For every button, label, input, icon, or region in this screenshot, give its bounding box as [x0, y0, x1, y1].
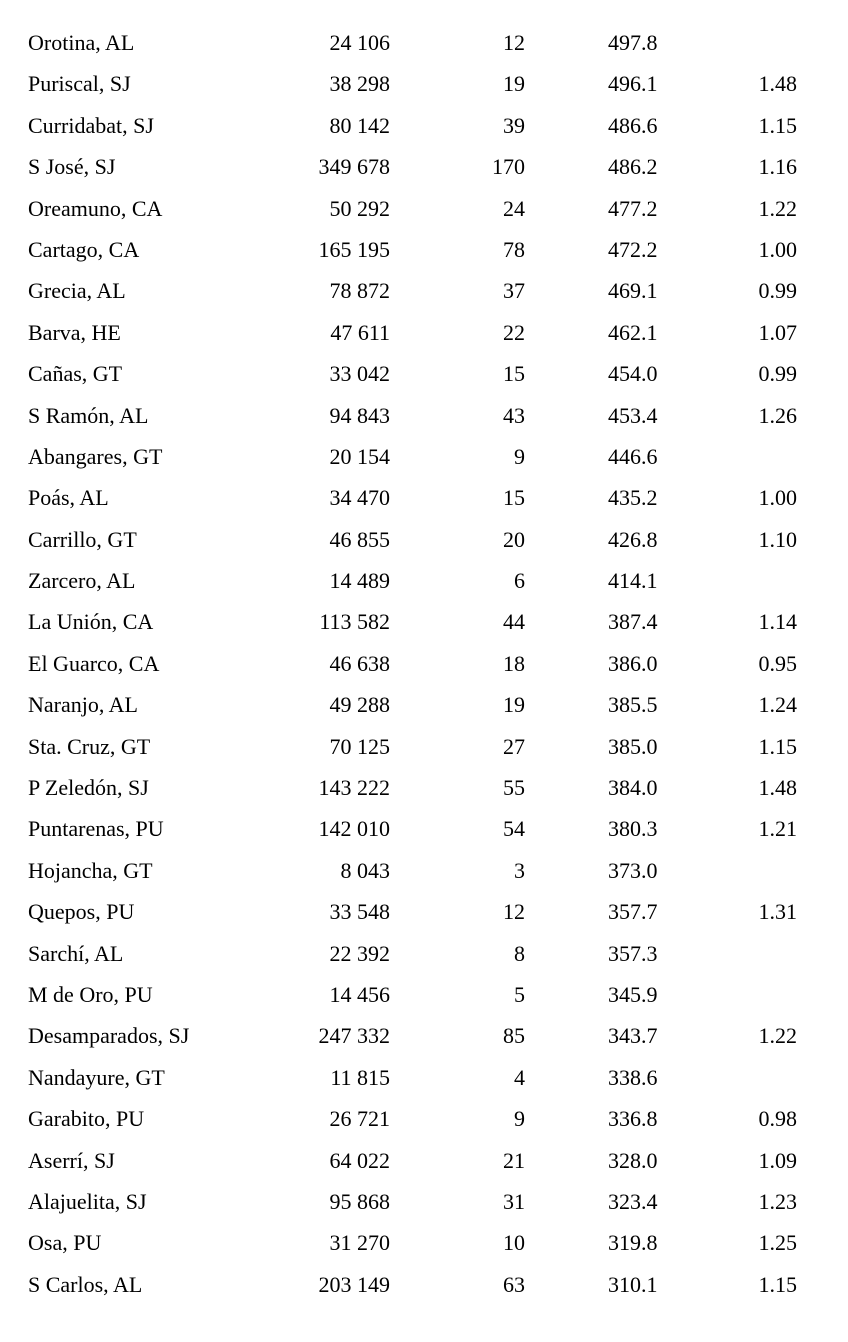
table-row	[0, 974, 848, 1015]
rate-value: 319.8	[608, 1230, 658, 1256]
ratio-value: 1.24	[758, 692, 797, 718]
ratio-value: 1.22	[758, 1023, 797, 1049]
population-value: 47 611	[330, 319, 390, 345]
cases-value: 9	[514, 443, 525, 469]
rate-value: 343.7	[608, 1023, 658, 1049]
rate-value: 323.4	[608, 1188, 658, 1214]
table-row	[0, 1098, 848, 1139]
cases-value: 9	[514, 1106, 525, 1132]
canton-name: Puntarenas, PU	[28, 816, 164, 842]
canton-name: Puriscal, SJ	[28, 71, 131, 97]
table-row	[0, 477, 848, 518]
table-row	[0, 808, 848, 849]
table-row	[0, 767, 848, 808]
ratio-value: 1.26	[758, 402, 797, 428]
table-row	[0, 684, 848, 725]
population-value: 203 149	[318, 1271, 390, 1297]
cases-value: 54	[503, 816, 525, 842]
population-value: 64 022	[329, 1147, 390, 1173]
cases-value: 19	[503, 71, 525, 97]
table-row	[0, 1264, 848, 1305]
cases-value: 6	[514, 568, 525, 594]
table-row	[0, 146, 848, 187]
population-value: 94 843	[329, 402, 390, 428]
canton-name: Zarcero, AL	[28, 568, 136, 594]
rate-value: 387.4	[608, 609, 658, 635]
cases-value: 55	[503, 775, 525, 801]
rate-value: 384.0	[608, 775, 658, 801]
canton-name: Curridabat, SJ	[28, 112, 154, 138]
cases-value: 4	[514, 1064, 525, 1090]
table-row	[0, 519, 848, 560]
cases-value: 85	[503, 1023, 525, 1049]
population-value: 247 332	[318, 1023, 390, 1049]
ratio-value: 1.22	[758, 195, 797, 221]
population-value: 26 721	[329, 1106, 390, 1132]
canton-name: Cartago, CA	[28, 236, 140, 262]
population-value: 14 489	[329, 568, 390, 594]
ratio-value: 1.14	[758, 609, 797, 635]
cases-value: 22	[503, 319, 525, 345]
table-row	[0, 436, 848, 477]
cases-value: 78	[503, 236, 525, 262]
cases-value: 18	[503, 650, 525, 676]
table-row	[0, 229, 848, 270]
canton-name: Desamparados, SJ	[28, 1023, 190, 1049]
canton-name: P Zeledón, SJ	[28, 775, 149, 801]
canton-name: Carrillo, GT	[28, 526, 137, 552]
ratio-value: 1.16	[758, 154, 797, 180]
rate-value: 345.9	[608, 981, 658, 1007]
population-value: 50 292	[329, 195, 390, 221]
canton-name: Garabito, PU	[28, 1106, 145, 1132]
rate-value: 446.6	[608, 443, 658, 469]
canton-name: Cañas, GT	[28, 361, 123, 387]
table-row	[0, 601, 848, 642]
rate-value: 453.4	[608, 402, 658, 428]
ratio-value: 1.09	[758, 1147, 797, 1173]
canton-name: S José, SJ	[28, 154, 116, 180]
cases-value: 24	[503, 195, 525, 221]
canton-name: La Unión, CA	[28, 609, 154, 635]
ratio-value: 1.23	[758, 1188, 797, 1214]
ratio-value: 1.15	[758, 1271, 797, 1297]
ratio-value: 0.99	[758, 278, 797, 304]
population-value: 165 195	[318, 236, 390, 262]
population-value: 70 125	[329, 733, 390, 759]
rate-value: 496.1	[608, 71, 658, 97]
population-value: 46 638	[329, 650, 390, 676]
ratio-value: 1.25	[758, 1230, 797, 1256]
ratio-value: 0.98	[758, 1106, 797, 1132]
rate-value: 462.1	[608, 319, 658, 345]
rate-value: 454.0	[608, 361, 658, 387]
table-row	[0, 1222, 848, 1263]
canton-name: Grecia, AL	[28, 278, 126, 304]
cases-value: 15	[503, 485, 525, 511]
canton-name: S Ramón, AL	[28, 402, 149, 428]
table-row	[0, 312, 848, 353]
ratio-value: 1.31	[758, 899, 797, 925]
rate-value: 338.6	[608, 1064, 658, 1090]
canton-name: Poás, AL	[28, 485, 109, 511]
canton-name: Naranjo, AL	[28, 692, 138, 718]
table-row	[0, 1057, 848, 1098]
cases-value: 20	[503, 526, 525, 552]
cases-value: 44	[503, 609, 525, 635]
rate-value: 386.0	[608, 650, 658, 676]
table-row	[0, 1015, 848, 1056]
rate-value: 486.2	[608, 154, 658, 180]
rate-value: 380.3	[608, 816, 658, 842]
ratio-value: 1.15	[758, 733, 797, 759]
ratio-value: 1.10	[758, 526, 797, 552]
rate-value: 336.8	[608, 1106, 658, 1132]
population-value: 22 392	[329, 940, 390, 966]
population-value: 24 106	[329, 30, 390, 55]
rate-value: 414.1	[608, 568, 658, 594]
rate-value: 373.0	[608, 857, 658, 883]
cases-value: 43	[503, 402, 525, 428]
canton-name: Abangares, GT	[28, 443, 163, 469]
population-value: 33 548	[329, 899, 390, 925]
cases-value: 37	[503, 278, 525, 304]
cases-value: 12	[503, 30, 525, 55]
population-value: 14 456	[329, 981, 390, 1007]
cases-value: 15	[503, 361, 525, 387]
table-row	[0, 850, 848, 891]
canton-name: Osa, PU	[28, 1230, 102, 1256]
population-value: 8 043	[340, 857, 390, 883]
table-row	[0, 1181, 848, 1222]
population-value: 46 855	[329, 526, 390, 552]
canton-name: Quepos, PU	[28, 899, 135, 925]
table-row	[0, 270, 848, 311]
table-row	[0, 891, 848, 932]
rate-value: 426.8	[608, 526, 658, 552]
rate-value: 385.0	[608, 733, 658, 759]
table-row	[0, 22, 848, 63]
table-row	[0, 353, 848, 394]
ratio-value: 1.00	[758, 485, 797, 511]
cases-value: 170	[492, 154, 525, 180]
rate-value: 357.7	[608, 899, 658, 925]
table-row	[0, 1140, 848, 1181]
table-row	[0, 643, 848, 684]
ratio-value: 1.15	[758, 112, 797, 138]
rate-value: 472.2	[608, 236, 658, 262]
cases-value: 63	[503, 1271, 525, 1297]
rate-value: 435.2	[608, 485, 658, 511]
canton-name: Aserrí, SJ	[28, 1147, 115, 1173]
population-value: 142 010	[318, 816, 390, 842]
population-value: 349 678	[318, 154, 390, 180]
cases-value: 3	[514, 857, 525, 883]
population-value: 31 270	[329, 1230, 390, 1256]
canton-name: S Carlos, AL	[28, 1271, 143, 1297]
population-value: 20 154	[329, 443, 390, 469]
rate-value: 310.1	[608, 1271, 658, 1297]
rate-value: 497.8	[608, 30, 658, 55]
table-row	[0, 726, 848, 767]
canton-name: Sta. Cruz, GT	[28, 733, 151, 759]
rate-value: 385.5	[608, 692, 658, 718]
population-value: 33 042	[329, 361, 390, 387]
table-row	[0, 560, 848, 601]
table-row	[0, 105, 848, 146]
rate-value: 469.1	[608, 278, 658, 304]
ratio-value: 1.07	[758, 319, 797, 345]
canton-name: Sarchí, AL	[28, 940, 124, 966]
ratio-value: 0.99	[758, 361, 797, 387]
ratio-value: 1.48	[758, 71, 797, 97]
canton-name: Nandayure, GT	[28, 1064, 165, 1090]
cases-value: 21	[503, 1147, 525, 1173]
table-row	[0, 933, 848, 974]
cases-value: 5	[514, 981, 525, 1007]
population-value: 11 815	[330, 1064, 390, 1090]
population-value: 38 298	[329, 71, 390, 97]
rate-value: 328.0	[608, 1147, 658, 1173]
canton-name: M de Oro, PU	[28, 981, 153, 1007]
population-value: 49 288	[329, 692, 390, 718]
table-row	[0, 395, 848, 436]
population-value: 95 868	[329, 1188, 390, 1214]
cases-value: 8	[514, 940, 525, 966]
cases-value: 12	[503, 899, 525, 925]
cases-value: 39	[503, 112, 525, 138]
table-row	[0, 188, 848, 229]
rate-value: 357.3	[608, 940, 658, 966]
canton-name: Orotina, AL	[28, 30, 135, 55]
rate-value: 477.2	[608, 195, 658, 221]
rate-value: 486.6	[608, 112, 658, 138]
ratio-value: 1.21	[758, 816, 797, 842]
table-row	[0, 63, 848, 104]
population-value: 113 582	[319, 609, 390, 635]
cases-value: 19	[503, 692, 525, 718]
population-value: 78 872	[329, 278, 390, 304]
cases-value: 31	[503, 1188, 525, 1214]
canton-name: Barva, HE	[28, 319, 121, 345]
ratio-value: 1.48	[758, 775, 797, 801]
canton-name: Alajuelita, SJ	[28, 1188, 147, 1214]
cases-value: 10	[503, 1230, 525, 1256]
canton-name: El Guarco, CA	[28, 650, 160, 676]
ratio-value: 1.00	[758, 236, 797, 262]
cases-value: 27	[503, 733, 525, 759]
population-value: 34 470	[329, 485, 390, 511]
population-value: 143 222	[318, 775, 390, 801]
canton-name: Hojancha, GT	[28, 857, 153, 883]
population-value: 80 142	[329, 112, 390, 138]
canton-name: Oreamuno, CA	[28, 195, 163, 221]
ratio-value: 0.95	[758, 650, 797, 676]
